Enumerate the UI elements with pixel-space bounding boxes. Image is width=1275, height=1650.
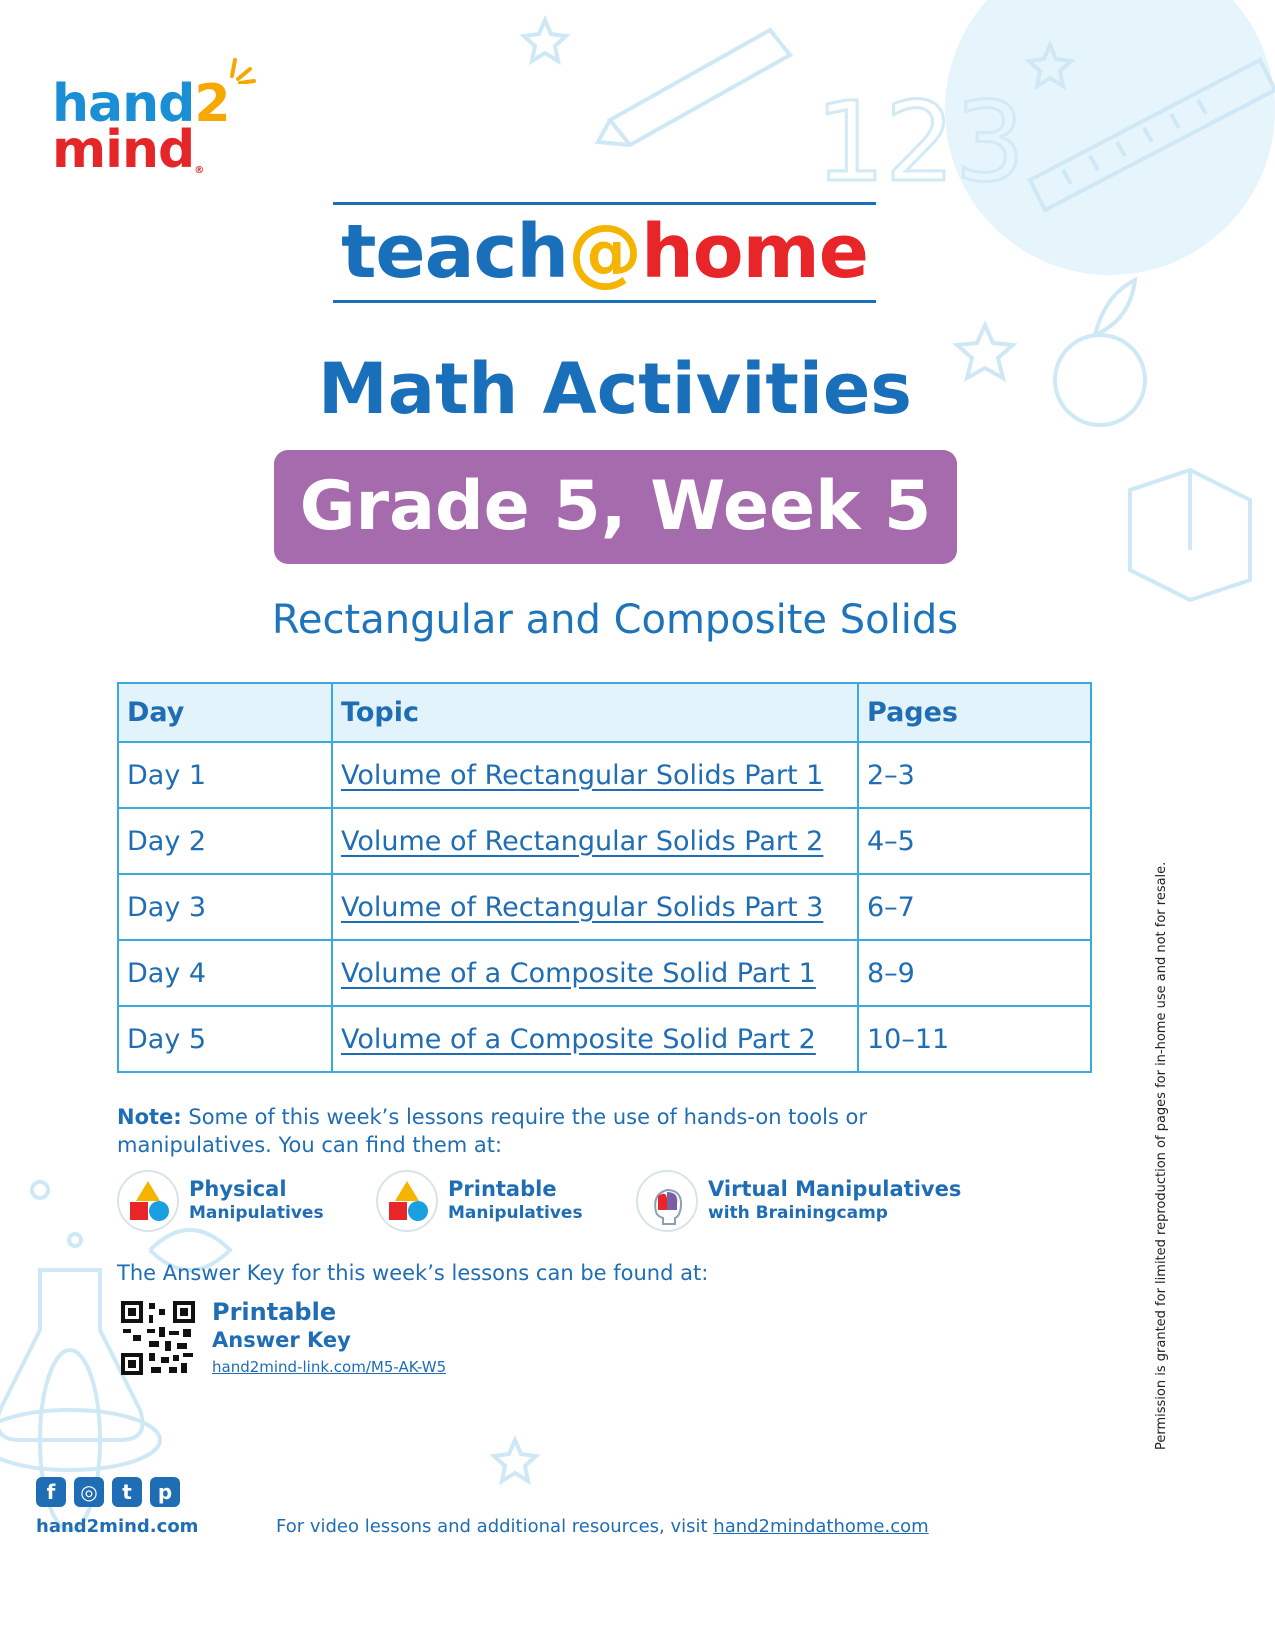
table-row [118, 742, 1091, 808]
brain-icon [636, 1170, 698, 1232]
cell-day: Day 3 [118, 874, 332, 940]
table-row [118, 808, 1091, 874]
printable-manipulatives-link[interactable] [376, 1170, 583, 1232]
table-row [118, 940, 1091, 1006]
shapes-icon [117, 1170, 179, 1232]
brand-at: @ [568, 209, 642, 295]
cell-day: Day 4 [118, 940, 332, 1006]
cell-topic [332, 742, 858, 808]
topic-link[interactable]: Volume of Rectangular Solids Part 3 [341, 891, 824, 923]
logo-mind: mind [52, 120, 195, 180]
svg-text:123: 123 [815, 78, 1025, 206]
resource-title: Virtual Manipulatives [708, 1177, 962, 1201]
note-label: Note: [117, 1105, 182, 1129]
table-header-row [118, 683, 1091, 742]
answer-key-intro: The Answer Key for this week’s lessons can be found at: [117, 1261, 709, 1285]
cell-pages: 2–3 [858, 742, 1091, 808]
resource-subtitle: Manipulatives [189, 1203, 324, 1223]
resource-subtitle: Manipulatives [448, 1203, 583, 1223]
schedule-table [117, 682, 1092, 1073]
cell-pages: 6–7 [858, 874, 1091, 940]
answer-key-link[interactable]: hand2mind-link.com/M5-AK-W5 [212, 1358, 447, 1376]
teach-at-home-banner [333, 202, 876, 303]
page-title: Math Activities [318, 348, 912, 430]
facebook-icon[interactable]: f [36, 1477, 66, 1507]
cell-day: Day 1 [118, 742, 332, 808]
cell-pages: 4–5 [858, 808, 1091, 874]
footer-text [276, 1516, 929, 1537]
instagram-icon[interactable]: ◎ [74, 1477, 104, 1507]
cell-topic [332, 1006, 858, 1072]
site-link[interactable]: hand2mind.com [36, 1516, 199, 1537]
resource-title: Printable [448, 1177, 557, 1201]
cell-topic [332, 940, 858, 1006]
header-topic: Topic [332, 683, 858, 742]
hand2mind-logo [52, 74, 230, 180]
topic-link[interactable]: Volume of a Composite Solid Part 2 [341, 1023, 816, 1055]
answer-key-subtitle: Answer Key [212, 1328, 351, 1352]
note-body: Some of this week’s lessons require the use of hands-on tools or manipulatives. You can find them at: [117, 1105, 868, 1157]
resource-subtitle: with Brainingcamp [708, 1203, 888, 1223]
table-row [118, 1006, 1091, 1072]
topic-link[interactable]: Volume of Rectangular Solids Part 2 [341, 825, 824, 857]
shapes-icon [376, 1170, 438, 1232]
table-row [118, 874, 1091, 940]
pinterest-icon[interactable]: p [150, 1477, 180, 1507]
footer-body: For video lessons and additional resources, visit [276, 1516, 714, 1537]
logo-registered: ® [194, 165, 204, 176]
topic-link[interactable]: Volume of a Composite Solid Part 1 [341, 957, 816, 989]
grade-week-badge: Grade 5, Week 5 [274, 450, 957, 564]
virtual-manipulatives-link[interactable] [636, 1170, 961, 1232]
cell-topic [332, 874, 858, 940]
physical-manipulatives-link[interactable] [117, 1170, 324, 1232]
logo-rays-icon [218, 54, 258, 84]
resource-title: Physical [189, 1177, 287, 1201]
logo-hand: hand [52, 74, 195, 134]
header-day: Day [118, 683, 332, 742]
note-text [117, 1103, 877, 1159]
twitter-icon[interactable]: t [112, 1477, 142, 1507]
cell-pages: 10–11 [858, 1006, 1091, 1072]
social-icons [36, 1477, 180, 1507]
page-subtitle: Rectangular and Composite Solids [271, 597, 959, 643]
footer-link[interactable]: hand2mindathome.com [713, 1516, 929, 1537]
qr-code-icon [121, 1301, 195, 1375]
teach-at-home-wordmark [333, 205, 876, 300]
answer-key-block [212, 1298, 446, 1376]
brand-teach: teach [341, 209, 569, 295]
answer-key-title: Printable [212, 1298, 337, 1326]
brand-home: home [641, 209, 868, 295]
cell-topic [332, 808, 858, 874]
cell-pages: 8–9 [858, 940, 1091, 1006]
cell-day: Day 2 [118, 808, 332, 874]
logo-two: 2 [194, 74, 230, 134]
topic-link[interactable]: Volume of Rectangular Solids Part 1 [341, 759, 824, 791]
cell-day: Day 5 [118, 1006, 332, 1072]
permission-notice: Permission is granted for limited reproduction of pages for in-home use and not for resale. [1154, 861, 1169, 1450]
header-pages: Pages [858, 683, 1091, 742]
